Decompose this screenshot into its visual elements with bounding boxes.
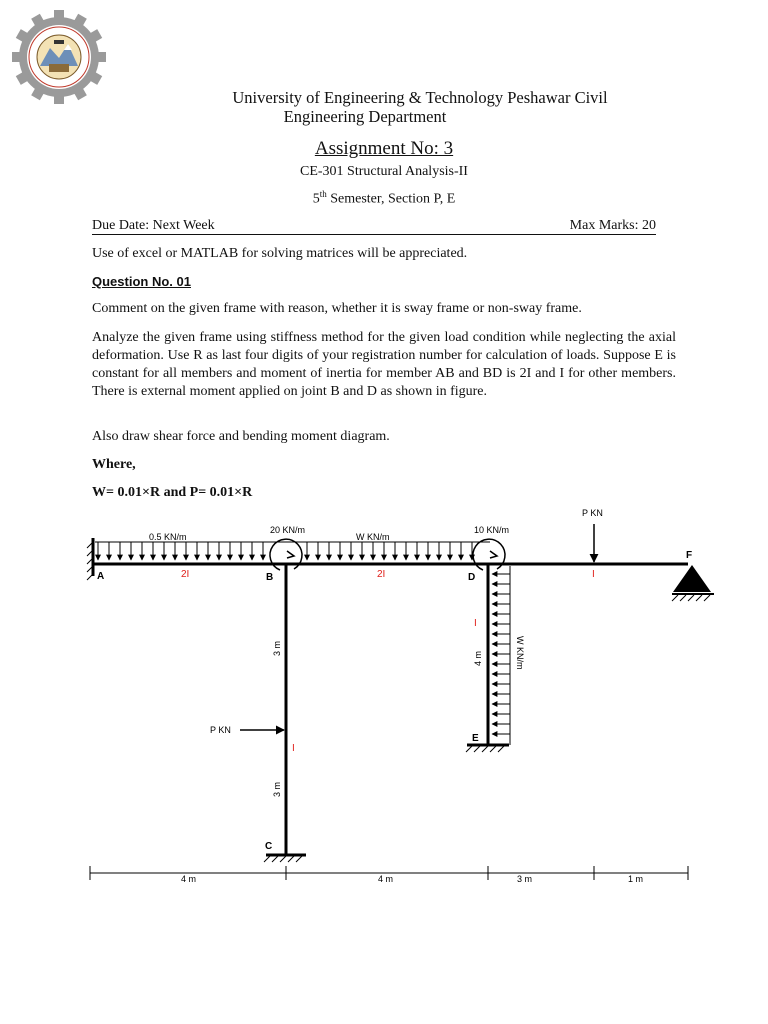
- node-d-label: D: [468, 572, 476, 583]
- max-marks: Max Marks: 20: [569, 218, 656, 233]
- udl-ab-label: 0.5 KN/m: [149, 532, 187, 542]
- dimension-label-1: 4 m: [181, 874, 197, 884]
- point-load-top-label: P KN: [582, 508, 603, 518]
- question-heading: Question No. 01: [92, 274, 191, 289]
- node-c-label: C: [265, 841, 273, 852]
- semester-line: [0, 189, 768, 208]
- dimension-label-2: 4 m: [378, 874, 394, 884]
- node-f-label: F: [686, 550, 693, 561]
- semester-number: 5: [312, 191, 320, 207]
- course-title: CE-301 Structural Analysis-II: [300, 164, 468, 179]
- comment-paragraph: Comment on the given frame with reason, whether it is sway frame or non-sway frame.: [92, 301, 582, 316]
- analyze-paragraph: Analyze the given frame using stiffness method for the given load condition while neglecting the axial deformation. Use R as last four digits of your registration number for calculation of loads. Suppose E is constant for all members and moment of inertia for member AB and BD is 2I and I for other members. There is external moment applied on joint B and D as shown in figure.: [92, 330, 676, 399]
- inertia-bc-label: I: [292, 743, 295, 754]
- semester-section: Semester, Section P, E: [326, 191, 456, 207]
- due-line: [92, 217, 656, 235]
- length-bc-upper: 3 m: [272, 640, 282, 656]
- dimension-label-3: 3 m: [517, 874, 533, 884]
- university-name-line2: Engineering Department: [283, 107, 447, 126]
- pin-support-f: [672, 565, 714, 601]
- length-de: 4 m: [473, 650, 483, 666]
- university-name-line1: University of Engineering & Technology Peshawar Civil: [232, 88, 608, 107]
- udl-de-arrows: [492, 566, 510, 745]
- assignment-title: Assignment No: 3: [314, 138, 454, 159]
- inertia-bd-label: 2I: [377, 569, 386, 580]
- inertia-de-label: I: [474, 618, 477, 629]
- excel-note: Use of excel or MATLAB for solving matrices will be appreciated.: [92, 246, 468, 261]
- w-p-definition: W= 0.01×R and P= 0.01×R: [92, 485, 253, 500]
- due-date: Due Date: Next Week: [92, 218, 215, 233]
- semester-suffix: th: [319, 189, 327, 199]
- fixed-support-e: [466, 745, 509, 752]
- udl-de-label: W KN/m: [515, 636, 525, 670]
- fixed-support-a: [87, 538, 93, 580]
- node-e-label: E: [472, 733, 479, 744]
- udl-ab-bd-arrows: [95, 542, 490, 560]
- udl-bd-label: W KN/m: [356, 532, 390, 542]
- length-bc-lower: 3 m: [272, 781, 282, 797]
- draw-paragraph: Also draw shear force and bending moment diagram.: [92, 429, 390, 444]
- inertia-ab-label: 2I: [181, 569, 190, 580]
- inertia-df-label: I: [592, 569, 595, 580]
- moment-b-label: 20 KN/m: [270, 525, 306, 535]
- dimension-label-4: 1 m: [628, 874, 644, 884]
- fixed-support-c: [264, 855, 306, 862]
- frame-figure: [0, 500, 768, 900]
- where-label: Where,: [92, 457, 136, 472]
- moment-d-label: 10 KN/m: [474, 525, 510, 535]
- node-b-label: B: [266, 572, 274, 583]
- node-a-label: A: [97, 571, 105, 582]
- point-load-column-label: P KN: [210, 725, 231, 735]
- university-logo: [12, 10, 106, 104]
